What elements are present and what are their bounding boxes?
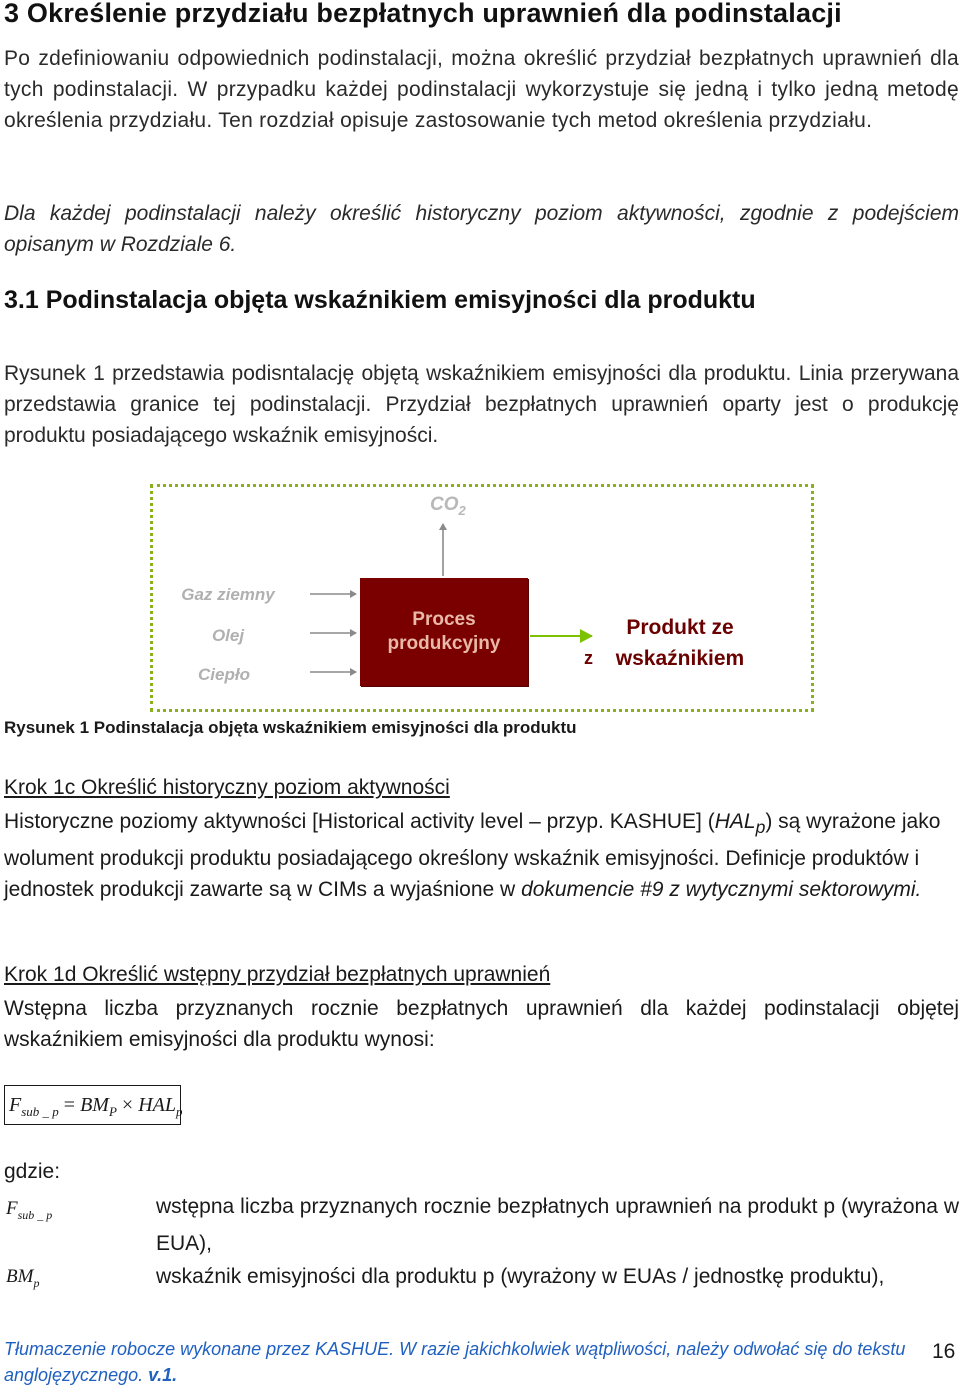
page-number: 16	[932, 1340, 956, 1363]
section-intro: Po zdefiniowaniu odpowiednich podinstalacji, można określić przydział bezpłatnych uprawnień dla tych podinstalacji. W przypadku każdej podinstalacji wykorzystuje się jedną i tylko jedną metodę określenia przydziału. Ten rozdział opisuje zastosowanie tych metod określenia przydziału.	[4, 47, 959, 132]
step-1c-heading: Krok 1c Określić historyczny poziom aktywności	[4, 776, 450, 799]
input-heat: Ciepło	[198, 665, 250, 684]
process-label-line1: Proces	[412, 609, 476, 630]
footer-note: Tłumaczenie robocze wykonane przez KASHUE. W razie jakichkolwiek wątpliwości, należy odwołać się do tekstu anglojęzycznego. v.1.	[4, 1339, 906, 1385]
allocation-formula: $F_{sub \_ p} = BM_P \times HAL_p$	[4, 1085, 181, 1125]
figure-caption: Rysunek 1 Podinstalacja objęta wskaźnikiem emisyjności dla produktu	[4, 718, 577, 737]
where-symbol-fsubp: $F_{sub \_ p}$	[6, 1198, 53, 1222]
subsection-title: 3.1 Podinstalacja objęta wskaźnikiem emisyjności dla produktu	[4, 286, 756, 314]
product-z-letter: z	[584, 648, 593, 668]
subsection-body: Rysunek 1 przedstawia podisntalację objętą wskaźnikiem emisyjności dla produktu. Linia przerywana przedstawia granice tej podinstalacji. Przydział bezpłatnych uprawnień oparty jest o produkcję produktu posiadającego wskaźnik emisyjności.	[4, 362, 959, 447]
input-oil: Olej	[211, 626, 245, 645]
section-note: Dla każdej podinstalacji należy określić historyczny poziom aktywności, zgodnie z podejściem opisanym w Rozdziale 6.	[4, 202, 959, 256]
co2-label: $CO_2$	[430, 494, 466, 518]
where-label: gdzie:	[4, 1160, 61, 1183]
where-symbol-bmp: $BM_p$	[6, 1266, 40, 1290]
step-1c-body: Historyczne poziomy aktywności [Historical activity level – przyp. KASHUE] $(HAL_p)$ są wyrażone jako wolument produkcji produktu posiadającego określony wskaźnik emisyjności. Definicje produktów i jednostek produkcji zawarte są w CIMs a wyjaśnione w dokumencie #9 z wytycznymi sektorowymi.	[4, 810, 941, 902]
product-label: Produkt ze wskaźnikiem	[615, 616, 745, 670]
step-1d-heading: Krok 1d Określić wstępny przydział bezpłatnych uprawnień	[4, 963, 551, 986]
step-1d-body: Wstępna liczba przyznanych rocznie bezpłatnych uprawnień dla każdej podinstalacji objętej wskaźnikiem emisyjności dla produktu wynosi:	[4, 997, 959, 1051]
input-gas: Gaz ziemny	[181, 585, 275, 604]
section-title: 3 Określenie przydziału bezpłatnych uprawnień dla podinstalacji	[4, 0, 842, 28]
where-definition-bmp: wskaźnik emisyjności dla produktu p (wyrażony w EUAs / jednostkę produktu),	[156, 1265, 885, 1288]
where-definition-fsubp: wstępna liczba przyznanych rocznie bezpłatnych uprawnień na produkt p (wyrażona w EUA),	[156, 1195, 959, 1255]
process-label-line2: produkcyjny	[387, 633, 501, 654]
process-box	[360, 578, 528, 686]
